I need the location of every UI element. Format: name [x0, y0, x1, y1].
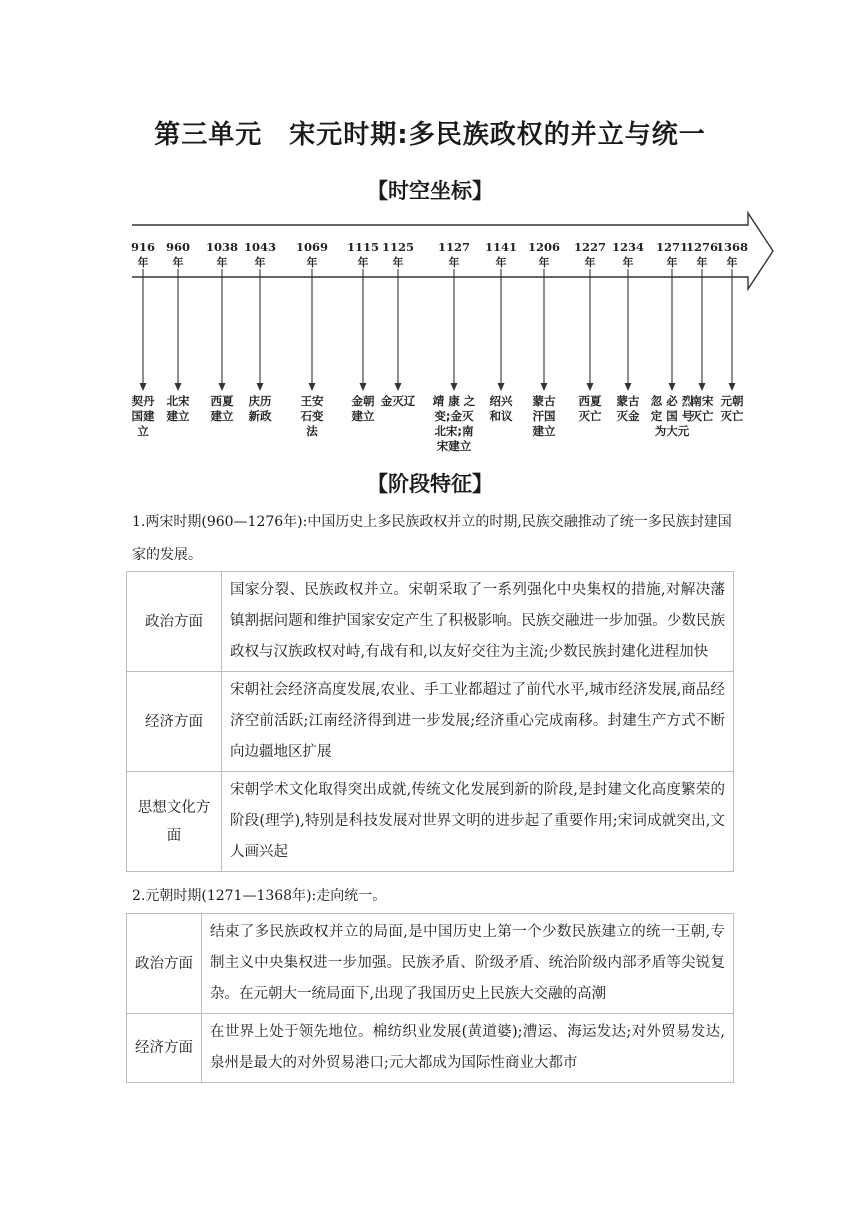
- timeline-year: 1276: [685, 240, 719, 254]
- timeline-event-label: 西夏: [210, 394, 234, 408]
- timeline-event-label: 北宋;南: [434, 424, 474, 438]
- timeline-marker: [716, 240, 748, 423]
- timeline-event-label: 灭亡: [720, 409, 744, 423]
- timeline-year: 1227: [573, 240, 607, 254]
- timeline-arrowhead: [140, 383, 147, 391]
- timeline-year-unit: 年: [357, 256, 369, 269]
- timeline-year-unit: 年: [448, 256, 460, 269]
- section-heading-features: 【阶段特征】: [367, 472, 493, 496]
- row-value: 宋朝学术文化取得突出成就,传统文化发展到新的阶段,是封建文化高度繁荣的阶段(理学),特别是科技发展对世界文明的进步起了重要作用;宋词成就突出,文人画兴起: [222, 772, 734, 872]
- timeline-year-unit: 年: [392, 256, 404, 269]
- timeline-event-label: 灭金: [616, 409, 640, 423]
- timeline-event-label: 变;金灭: [434, 409, 474, 423]
- timeline-marker: [296, 240, 328, 438]
- period2-table: [126, 913, 734, 1083]
- timeline-arrowhead: [625, 383, 632, 391]
- timeline-event-label: 契丹: [131, 394, 155, 408]
- timeline-marker: [612, 240, 644, 423]
- timeline-event-label: 元朝: [720, 394, 744, 408]
- timeline-diagram: [0, 205, 860, 453]
- timeline-arrowhead: [451, 383, 458, 391]
- timeline-arrowhead: [395, 383, 402, 391]
- timeline-marker: [206, 240, 238, 423]
- timeline-event-label: 和议: [489, 409, 513, 423]
- timeline-event-label: 灭亡: [578, 409, 602, 423]
- row-value: 宋朝社会经济高度发展,农业、手工业都超过了前代水平,城市经济发展,商品经济空前活跃;江南经济得到进一步发展;经济重心完成南移。封建生产方式不断向边疆地区扩展: [222, 672, 734, 772]
- timeline-arrowhead: [219, 383, 226, 391]
- row-key: 政治方面: [127, 572, 222, 672]
- row-value: 国家分裂、民族政权并立。宋朝采取了一系列强化中央集权的措施,对解决藩镇割据问题和维护国家安定产生了积极影响。民族交融进一步加强。少数民族政权与汉族政权对峙,有战有和,以友好交往为主流;少数民族封建化进程加快: [222, 572, 734, 672]
- timeline-event-label: 金朝: [351, 394, 375, 408]
- timeline-year-unit: 年: [254, 256, 266, 269]
- timeline-arrowhead: [257, 383, 264, 391]
- timeline-marker: [528, 240, 560, 438]
- timeline-event-label: 北宋: [166, 394, 190, 408]
- timeline-year: 1141: [484, 240, 518, 254]
- timeline-year: 1043: [243, 240, 277, 254]
- timeline-year-unit: 年: [538, 256, 550, 269]
- timeline-event-label: 王安: [300, 394, 324, 408]
- timeline-event-label: 西夏: [578, 394, 602, 408]
- timeline-event-label: 建立: [532, 424, 556, 438]
- period1-table: [126, 571, 734, 872]
- timeline-year: 1206: [527, 240, 561, 254]
- row-value: 结束了多民族政权并立的局面,是中国历史上第一个少数民族建立的统一王朝,专制主义中央集权进一步加强。民族矛盾、阶级矛盾、统治阶级内部矛盾等尖锐复杂。在元朝大一统局面下,出现了我国历史上民族大交融的高潮: [202, 914, 734, 1014]
- timeline-event-label: 靖 康 之: [432, 394, 476, 408]
- timeline-arrowhead: [360, 383, 367, 391]
- timeline-event-label: 南宋: [690, 394, 714, 408]
- timeline-event-label: 忽 必 烈: [650, 394, 694, 408]
- table-row: [127, 572, 734, 672]
- timeline-year-unit: 年: [216, 256, 228, 269]
- timeline-year-unit: 年: [584, 256, 596, 269]
- timeline-year-unit: 年: [137, 256, 149, 269]
- timeline-year: 916: [130, 240, 156, 254]
- timeline-year-unit: 年: [495, 256, 507, 269]
- timeline-marker: [574, 240, 606, 423]
- timeline-marker: [686, 240, 718, 423]
- timeline-event-label: 宋建立: [436, 439, 472, 453]
- timeline-year-unit: 年: [696, 256, 708, 269]
- timeline-year-unit: 年: [306, 256, 318, 269]
- timeline-year: 960: [165, 240, 191, 254]
- table-row: [127, 914, 734, 1014]
- row-value: 在世界上处于领先地位。棉纺织业发展(黄道婆);漕运、海运发达;对外贸易发达,泉州是最大的对外贸易港口;元大都成为国际性商业大都市: [202, 1014, 734, 1083]
- timeline-arrowhead: [729, 383, 736, 391]
- row-key: 经济方面: [127, 1014, 202, 1083]
- timeline-event-label: 建立: [351, 409, 375, 423]
- timeline-year: 1234: [611, 240, 645, 254]
- timeline-event-label: 绍兴: [489, 394, 513, 408]
- timeline-year-unit: 年: [622, 256, 634, 269]
- timeline-arrowhead: [541, 383, 548, 391]
- timeline-event-label: 蒙古: [532, 394, 556, 408]
- timeline-event-label: 蒙古: [616, 394, 640, 408]
- timeline-year: 1069: [295, 240, 329, 254]
- timeline-marker: [381, 240, 416, 408]
- timeline-year: 1271: [655, 240, 689, 254]
- timeline-year: 1127: [437, 240, 471, 254]
- row-key: 思想文化方面: [127, 772, 222, 872]
- timeline-arrowhead: [498, 383, 505, 391]
- timeline-marker: [166, 240, 190, 423]
- timeline-arrowhead: [175, 383, 182, 391]
- timeline-arrowhead: [309, 383, 316, 391]
- row-key: 经济方面: [127, 672, 222, 772]
- timeline-year-unit: 年: [666, 256, 678, 269]
- section-heading-timeline: 【时空坐标】: [367, 179, 493, 203]
- timeline-marker: [651, 240, 694, 438]
- timeline-event-label: 新政: [248, 409, 272, 423]
- timeline-marker: [485, 240, 517, 423]
- timeline-marker: [347, 240, 379, 423]
- timeline-marker: [244, 240, 276, 423]
- table-row: [127, 772, 734, 872]
- timeline-event-label: 灭亡: [690, 409, 714, 423]
- period2-heading: 2.元朝时期(1271—1368年):走向统一。: [132, 888, 387, 904]
- table-row: [127, 672, 734, 772]
- timeline-event-label: 为大元: [654, 424, 690, 438]
- timeline-arrowhead: [699, 383, 706, 391]
- timeline-event-label: 石变: [300, 409, 324, 423]
- timeline-year: 1038: [205, 240, 239, 254]
- timeline-event-label: 金灭辽: [380, 394, 416, 408]
- timeline-marker: [131, 240, 155, 438]
- timeline-year: 1368: [715, 240, 749, 254]
- table-row: [127, 1014, 734, 1083]
- timeline-event-label: 立: [137, 424, 149, 438]
- timeline-year-unit: 年: [172, 256, 184, 269]
- timeline-event-label: 庆历: [248, 394, 272, 408]
- timeline-event-label: 汗国: [532, 409, 556, 423]
- timeline-arrowhead: [587, 383, 594, 391]
- page-title: 第三单元 宋元时期:多民族政权的并立与统一: [154, 120, 706, 150]
- timeline-year: 1115: [346, 240, 380, 254]
- timeline-event-label: 国建: [131, 409, 155, 423]
- timeline-year: 1125: [381, 240, 415, 254]
- timeline-arrowhead: [669, 383, 676, 391]
- timeline-event-label: 建立: [210, 409, 234, 423]
- timeline-event-label: 法: [306, 424, 318, 438]
- timeline-event-label: 建立: [166, 409, 190, 423]
- timeline-marker: [433, 240, 476, 453]
- timeline-year-unit: 年: [726, 256, 738, 269]
- timeline-event-label: 定 国 号: [650, 409, 694, 423]
- period1-heading: 1.两宋时期(960—1276年):中国历史上多民族政权并立的时期,民族交融推动了统一多民族封建国家的发展。: [132, 514, 732, 563]
- row-key: 政治方面: [127, 914, 202, 1014]
